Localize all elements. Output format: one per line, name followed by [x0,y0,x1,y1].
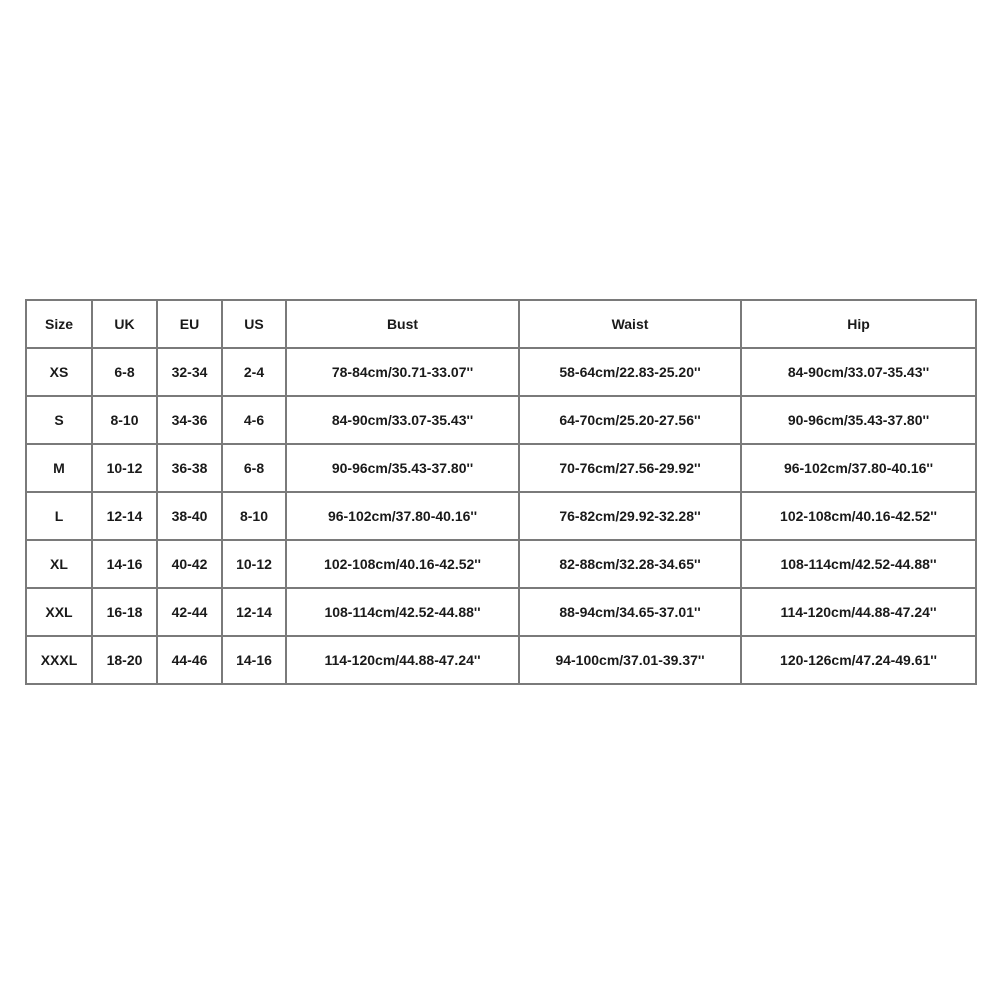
cell-us: 8-10 [222,492,286,540]
cell-eu: 36-38 [157,444,222,492]
cell-eu: 38-40 [157,492,222,540]
table-row [26,444,976,492]
cell-uk: 14-16 [92,540,157,588]
header-us: US [222,300,286,348]
cell-bust: 102-108cm/40.16-42.52'' [286,540,519,588]
cell-size: XXXL [26,636,92,684]
cell-size: S [26,396,92,444]
header-size: Size [26,300,92,348]
table-row [26,588,976,636]
cell-waist: 58-64cm/22.83-25.20'' [519,348,741,396]
cell-size: M [26,444,92,492]
cell-uk: 8-10 [92,396,157,444]
cell-bust: 84-90cm/33.07-35.43'' [286,396,519,444]
cell-us: 2-4 [222,348,286,396]
cell-uk: 16-18 [92,588,157,636]
header-eu: EU [157,300,222,348]
cell-hip: 120-126cm/47.24-49.61'' [741,636,976,684]
cell-size: XXL [26,588,92,636]
cell-eu: 40-42 [157,540,222,588]
cell-size: XL [26,540,92,588]
cell-hip: 84-90cm/33.07-35.43'' [741,348,976,396]
cell-eu: 44-46 [157,636,222,684]
cell-eu: 32-34 [157,348,222,396]
cell-hip: 96-102cm/37.80-40.16'' [741,444,976,492]
cell-us: 12-14 [222,588,286,636]
cell-eu: 42-44 [157,588,222,636]
cell-hip: 102-108cm/40.16-42.52'' [741,492,976,540]
header-waist: Waist [519,300,741,348]
cell-waist: 64-70cm/25.20-27.56'' [519,396,741,444]
table-row [26,348,976,396]
cell-size: L [26,492,92,540]
header-row [26,300,976,348]
cell-waist: 88-94cm/34.65-37.01'' [519,588,741,636]
cell-waist: 76-82cm/29.92-32.28'' [519,492,741,540]
header-hip: Hip [741,300,976,348]
cell-us: 10-12 [222,540,286,588]
cell-hip: 114-120cm/44.88-47.24'' [741,588,976,636]
cell-uk: 6-8 [92,348,157,396]
cell-waist: 82-88cm/32.28-34.65'' [519,540,741,588]
cell-uk: 18-20 [92,636,157,684]
table-row [26,396,976,444]
cell-uk: 10-12 [92,444,157,492]
cell-us: 4-6 [222,396,286,444]
size-chart-table [25,299,977,685]
table-row [26,636,976,684]
cell-waist: 70-76cm/27.56-29.92'' [519,444,741,492]
table-row [26,492,976,540]
cell-bust: 96-102cm/37.80-40.16'' [286,492,519,540]
cell-bust: 78-84cm/30.71-33.07'' [286,348,519,396]
cell-size: XS [26,348,92,396]
header-bust: Bust [286,300,519,348]
cell-us: 6-8 [222,444,286,492]
cell-bust: 114-120cm/44.88-47.24'' [286,636,519,684]
cell-bust: 90-96cm/35.43-37.80'' [286,444,519,492]
cell-bust: 108-114cm/42.52-44.88'' [286,588,519,636]
cell-uk: 12-14 [92,492,157,540]
header-uk: UK [92,300,157,348]
cell-hip: 90-96cm/35.43-37.80'' [741,396,976,444]
cell-hip: 108-114cm/42.52-44.88'' [741,540,976,588]
cell-us: 14-16 [222,636,286,684]
cell-waist: 94-100cm/37.01-39.37'' [519,636,741,684]
cell-eu: 34-36 [157,396,222,444]
table-row [26,540,976,588]
